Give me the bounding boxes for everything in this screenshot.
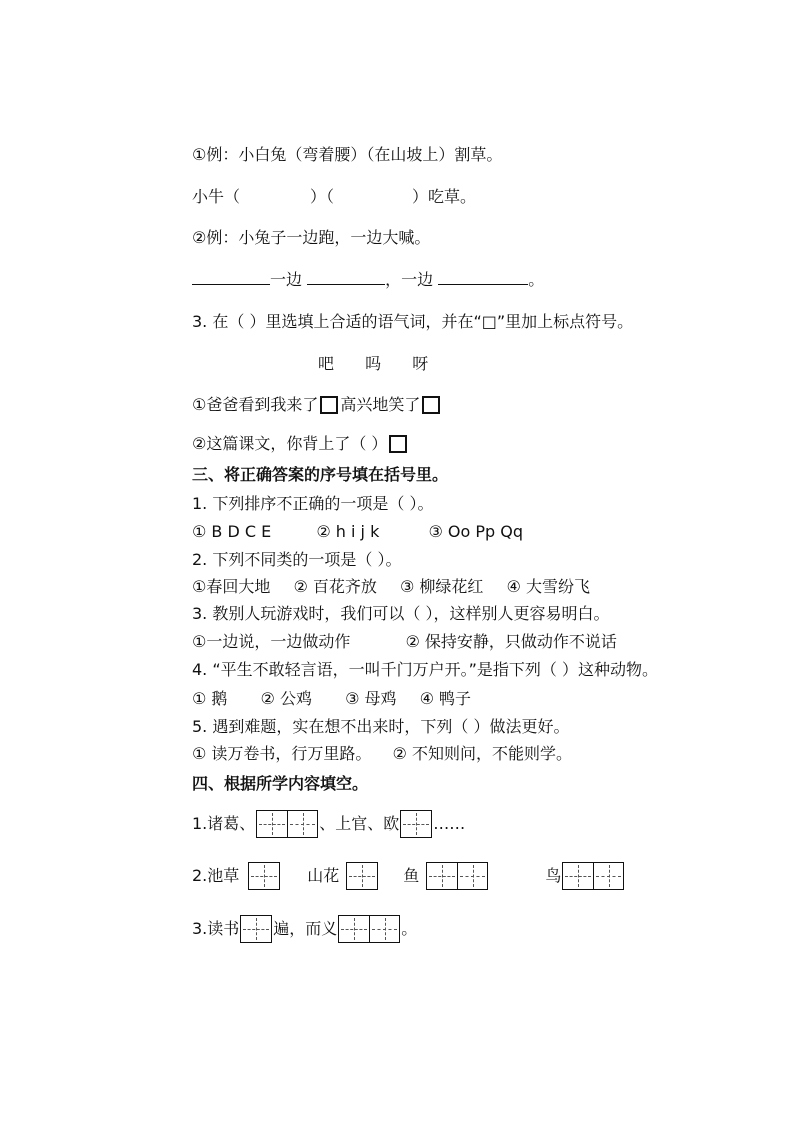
tianzige-box[interactable]: [346, 862, 378, 890]
punctuation-box[interactable]: [389, 435, 407, 453]
text: 一边: [270, 270, 303, 289]
answer-blank[interactable]: [307, 268, 385, 285]
text: 鱼: [403, 866, 420, 885]
section-3-heading: 三、将正确答案的序号填在括号里。: [192, 465, 449, 484]
option[interactable]: ② h i j k: [316, 522, 380, 541]
modal-particle-options: [318, 352, 428, 376]
answer-blank[interactable]: [192, 268, 270, 285]
mc-question-1-options: [192, 520, 523, 544]
option-word: 呀: [412, 354, 429, 373]
tianzige-box[interactable]: [248, 862, 280, 890]
tianzige-box[interactable]: [240, 915, 272, 943]
mc-question-2: 2. 下列不同类的一项是（ ）。: [192, 550, 402, 569]
mc-question-5-options: [192, 742, 572, 766]
example-2-question: [192, 268, 544, 292]
question-3-item-1: [192, 393, 442, 417]
text: 1.诸葛、: [192, 814, 256, 833]
text: 鸟: [545, 866, 562, 885]
text: ……: [433, 814, 466, 833]
question-3-item-2: [192, 432, 409, 456]
text: 遍，而义: [273, 919, 338, 938]
option[interactable]: ② 不知则问，不能则学。: [392, 744, 572, 763]
mc-question-3: 3. 教别人玩游戏时，我们可以（ ），这样别人更容易明白。: [192, 604, 610, 623]
option[interactable]: ①春回大地: [192, 577, 271, 596]
option[interactable]: ③ 柳绿花红: [399, 577, 484, 596]
option[interactable]: ① 读万卷书，行万里路。: [192, 744, 372, 763]
text: ②这篇课文，你背上了（ ）: [192, 434, 388, 453]
example-1-question: [192, 185, 476, 209]
tianzige-box[interactable]: [400, 810, 432, 838]
section-4-heading: 四、根据所学内容填空。: [192, 774, 369, 793]
text: 高兴地笑了: [340, 395, 421, 414]
fill-question-1: [192, 810, 465, 838]
option[interactable]: ① B D C E: [192, 522, 272, 541]
text: 。: [401, 919, 418, 938]
option[interactable]: ③ 母鸡: [345, 689, 397, 708]
mc-question-1: 1. 下列排序不正确的一项是（ ）。: [192, 494, 434, 513]
text: ）吃草。: [412, 187, 477, 206]
tianzige-box[interactable]: [256, 810, 318, 838]
fill-question-3: [192, 915, 417, 943]
mc-question-4: 4. “平生不敢轻言语，一叫千门万户开。”是指下列（ ）这种动物。: [192, 660, 659, 679]
tianzige-box[interactable]: [338, 915, 400, 943]
tianzige-box[interactable]: [426, 862, 488, 890]
text: 2.池草: [192, 866, 240, 885]
option[interactable]: ② 百花齐放: [293, 577, 377, 596]
fill-question-2: [192, 862, 625, 890]
text: 、上官、欧: [319, 814, 400, 833]
mc-question-5: 5. 遇到难题，实在想不出来时，下列（ ）做法更好。: [192, 717, 570, 736]
text: 山花: [307, 866, 340, 885]
option[interactable]: ② 保持安静，只做动作不说话: [405, 632, 617, 651]
option[interactable]: ② 公鸡: [260, 689, 312, 708]
answer-blank[interactable]: [438, 268, 528, 285]
option[interactable]: ④ 大雪纷飞: [506, 577, 590, 596]
punctuation-box[interactable]: [422, 396, 440, 414]
text: ①爸爸看到我来了: [192, 395, 319, 414]
example-2: ②例：小兔子一边跑，一边大喊。: [192, 228, 431, 247]
tianzige-box[interactable]: [562, 862, 624, 890]
text: ，一边: [385, 270, 434, 289]
option-word: 吗: [365, 354, 382, 373]
option-word: 吧: [318, 354, 335, 373]
mc-question-4-options: [192, 687, 471, 711]
mc-question-3-options: [192, 630, 617, 654]
text: 。: [528, 270, 545, 289]
option[interactable]: ③ Oo Pp Qq: [428, 522, 523, 541]
option[interactable]: ①一边说，一边做动作: [192, 632, 351, 651]
option[interactable]: ④ 鸭子: [419, 689, 472, 708]
example-1: ①例：小白兔（弯着腰）（在山坡上）割草。: [192, 145, 503, 164]
mc-question-2-options: [192, 575, 590, 599]
option[interactable]: ① 鹅: [192, 689, 228, 708]
text: 3.读书: [192, 919, 240, 938]
text: ）（: [310, 187, 335, 206]
question-3: 3. 在（ ）里选填上合适的语气词，并在“□”里加上标点符号。: [192, 312, 634, 331]
text: 小牛（: [192, 187, 241, 206]
punctuation-box[interactable]: [320, 396, 338, 414]
